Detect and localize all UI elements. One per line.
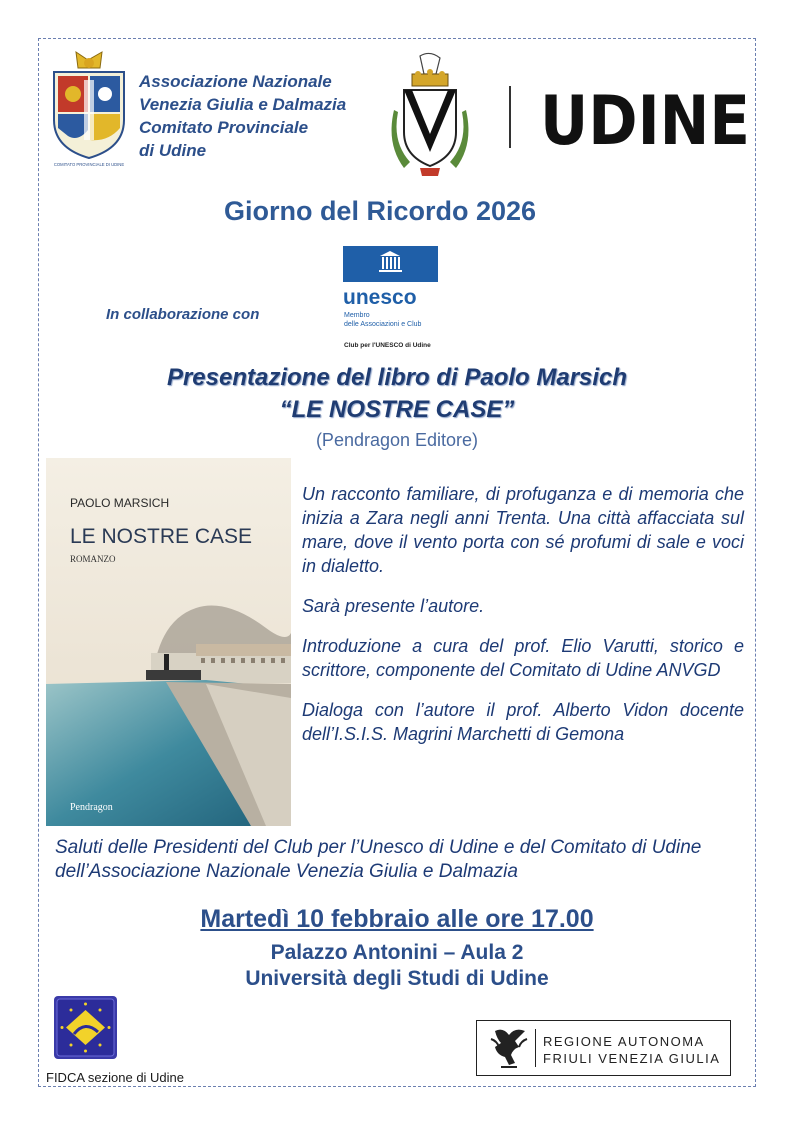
svg-text:ROMANZO: ROMANZO <box>70 554 116 564</box>
svg-text:Pendragon: Pendragon <box>70 802 113 813</box>
svg-text:Club per l'UNESCO di Udine: Club per l'UNESCO di Udine <box>344 342 431 349</box>
author-presence-note: Sarà presente l’autore. <box>302 596 485 616</box>
association-name <box>139 70 346 162</box>
location-university: Università degli Studi di Udine <box>245 967 549 990</box>
book-title-heading: “LE NOSTRE CASE” <box>279 396 515 423</box>
dialogue-paragraph: Dialoga con l’autore il prof. Alberto Vidon docente dell’I.S.I.S. Magrini Marchetti di Gemona <box>302 700 744 744</box>
event-location <box>0 940 794 992</box>
assoc-line-2: Venezia Giulia e Dalmazia <box>139 95 347 114</box>
udine-wordmark-logo <box>540 82 752 161</box>
presentation-heading <box>0 362 794 426</box>
svg-text:UDINE: UDINE <box>540 82 750 161</box>
regione-name <box>543 1033 720 1067</box>
svg-text:COMITATO PROVINCIALE DI UDINE: COMITATO PROVINCIALE DI UDINE <box>53 162 125 167</box>
collaboration-label: In collaborazione con <box>106 306 260 323</box>
udine-coat-of-arms <box>390 52 470 182</box>
regione-divider <box>535 1029 536 1067</box>
assoc-line-1: Associazione Nazionale <box>139 72 332 91</box>
introduction-paragraph: Introduzione a cura del prof. Elio Varutti, storico e scrittore, componente del Comitato di Udine ANVGD <box>302 636 744 680</box>
event-date-time: Martedì 10 febbraio alle ore 17.00 <box>200 905 594 933</box>
svg-text:unesco: unesco <box>343 286 417 309</box>
description-paragraph-1: Un racconto familiare, di profuganza e di memoria che inizia a Zara negli anni Trenta. Una città affacciata sul mare, dove il vento porta con sé profumi di sale e voci in dialetto. <box>302 484 744 576</box>
description-column <box>302 482 744 762</box>
eagle-icon <box>485 1025 533 1071</box>
regione-line-1: REGIONE AUTONOMA <box>543 1034 705 1049</box>
fidca-logo <box>54 996 117 1059</box>
anvgd-logo <box>48 50 130 170</box>
publisher-note: (Pendragon Editore) <box>315 430 479 450</box>
greetings-text: Saluti delle Presidenti del Club per l’Unesco di Udine e del Comitato di Udine dell’Associazione Nazionale Venezia Giulia e Dalmazia <box>55 837 702 882</box>
assoc-line-3: Comitato Provinciale <box>139 118 309 137</box>
book-cover-image <box>46 458 291 826</box>
regione-line-2: FRIULI VENEZIA GIULIA <box>543 1051 721 1066</box>
logo-divider <box>509 86 511 148</box>
svg-text:PAOLO MARSICH: PAOLO MARSICH <box>70 496 170 510</box>
svg-text:Membro: Membro <box>344 312 370 319</box>
location-venue: Palazzo Antonini – Aula 2 <box>270 941 524 964</box>
regione-fvg-logo <box>476 1020 731 1076</box>
fidca-caption: FIDCA sezione di Udine <box>46 1070 185 1085</box>
assoc-line-4: di Udine <box>139 141 207 160</box>
svg-text:LE NOSTRE CASE: LE NOSTRE CASE <box>70 525 253 548</box>
svg-text:delle Associazioni e Club: delle Associazioni e Club <box>344 321 422 328</box>
event-title: Giorno del Ricordo 2026 <box>223 196 537 226</box>
unesco-club-logo <box>336 246 446 354</box>
presentation-line-1: Presentazione del libro di Paolo Marsich <box>166 364 628 391</box>
